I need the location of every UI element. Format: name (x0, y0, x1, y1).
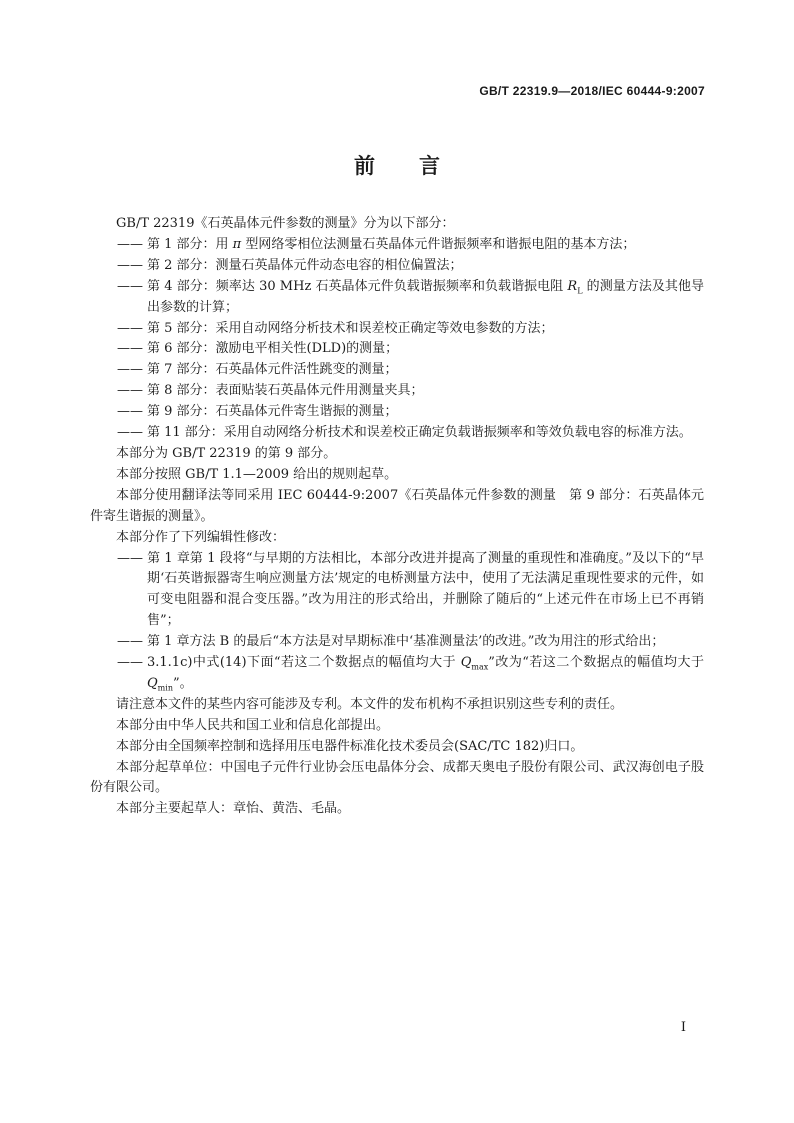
document-body (90, 214, 704, 820)
list-item: —— 第 6 部分：激励电平相关性(DLD)的测量； (117, 341, 399, 357)
list-item: —— 第 9 部分：石英晶体元件寄生谐振的测量； (117, 404, 398, 420)
edits-intro-paragraph: 本部分作了下列编辑性修改： (116, 529, 286, 545)
list-item: —— 第 5 部分：采用自动网络分析技术和误差校正确定等效电参数的方法； (117, 320, 554, 336)
managed-by-paragraph: 本部分由全国频率控制和选择用压电器件标准化技术委员会(SAC/TC 182)归口。 (116, 738, 584, 754)
edit-item: —— 第 1 章第 1 段将“与早期的方法相比，本部分改进并提高了测量的重现性和准确度。”及以下的“早期‘石英谐振器寄生响应测量方法’规定的电桥测量方法中，使用了无法满足重现性要求的元件，如可变电阻器和混合变压器。”改为用注的形式给出，并删除了随后的“上述元件在市场上已不再销售”； (117, 550, 704, 629)
page-title: 前言 (354, 154, 484, 178)
list-item: —— 第 7 部分：石英晶体元件活性跳变的测量； (117, 362, 398, 378)
list-item: —— 第 8 部分：表面贴装石英晶体元件用测量夹具； (117, 383, 424, 399)
proposed-by-paragraph: 本部分由中华人民共和国工业和信息化部提出。 (116, 717, 390, 733)
part-statement-paragraph: 本部分为 GB/T 22319 的第 9 部分。 (116, 445, 337, 461)
edit-item: —— 第 1 章方法 B 的最后“本方法是对早期标准中‘基准测量法’的改进。”改为用注的形式给出； (117, 634, 665, 650)
list-item: —— 第 2 部分：测量石英晶体元件动态电容的相位偏置法； (117, 257, 463, 273)
drafting-units-paragraph: 本部分起草单位：中国电子元件行业协会压电晶体分会、成都天奥电子股份有限公司、武汉海创电子股份有限公司。 (90, 759, 704, 796)
intro-paragraph: GB/T 22319《石英晶体元件参数的测量》分为以下部分： (116, 216, 455, 231)
edit-item: —— 3.1.1c)中式(14)下面“若这二个数据点的幅值均大于 $Q_{max}$”改为“若这二个数据点的幅值均大于 $Q_{min}$”。 (117, 655, 704, 693)
drafting-rules-paragraph: 本部分按照 GB/T 1.1—2009 给出的规则起草。 (116, 466, 398, 482)
list-item: —— 第 4 部分：频率达 30 MHz 石英晶体元件负载谐振频率和负载谐振电阻 $R_L$ 的测量方法及其他导出参数的计算； (117, 278, 704, 315)
list-item: —— 第 1 部分：用 π 型网络零相位法测量石英晶体元件谐振频率和谐振电阻的基本方法； (117, 236, 636, 252)
patent-notice-paragraph: 请注意本文件的某些内容可能涉及专利。本文件的发布机构不承担识别这些专利的责任。 (116, 696, 624, 712)
translation-paragraph: 本部分使用翻译法等同采用 IEC 60444-9:2007《石英晶体元件参数的测量 第 9 部分：石英晶体元件寄生谐振的测量》。 (90, 487, 704, 524)
standard-number-header: GB/T 22319.9—2018/IEC 60444-9:2007 (479, 84, 705, 98)
list-item: —— 第 11 部分：采用自动网络分析技术和误差校正确定负载谐振频率和等效负载电容的标准方法。 (117, 425, 692, 441)
drafters-paragraph: 本部分主要起草人：章怡、黄浩、毛晶。 (116, 801, 351, 817)
page-number: I (680, 1020, 686, 1035)
